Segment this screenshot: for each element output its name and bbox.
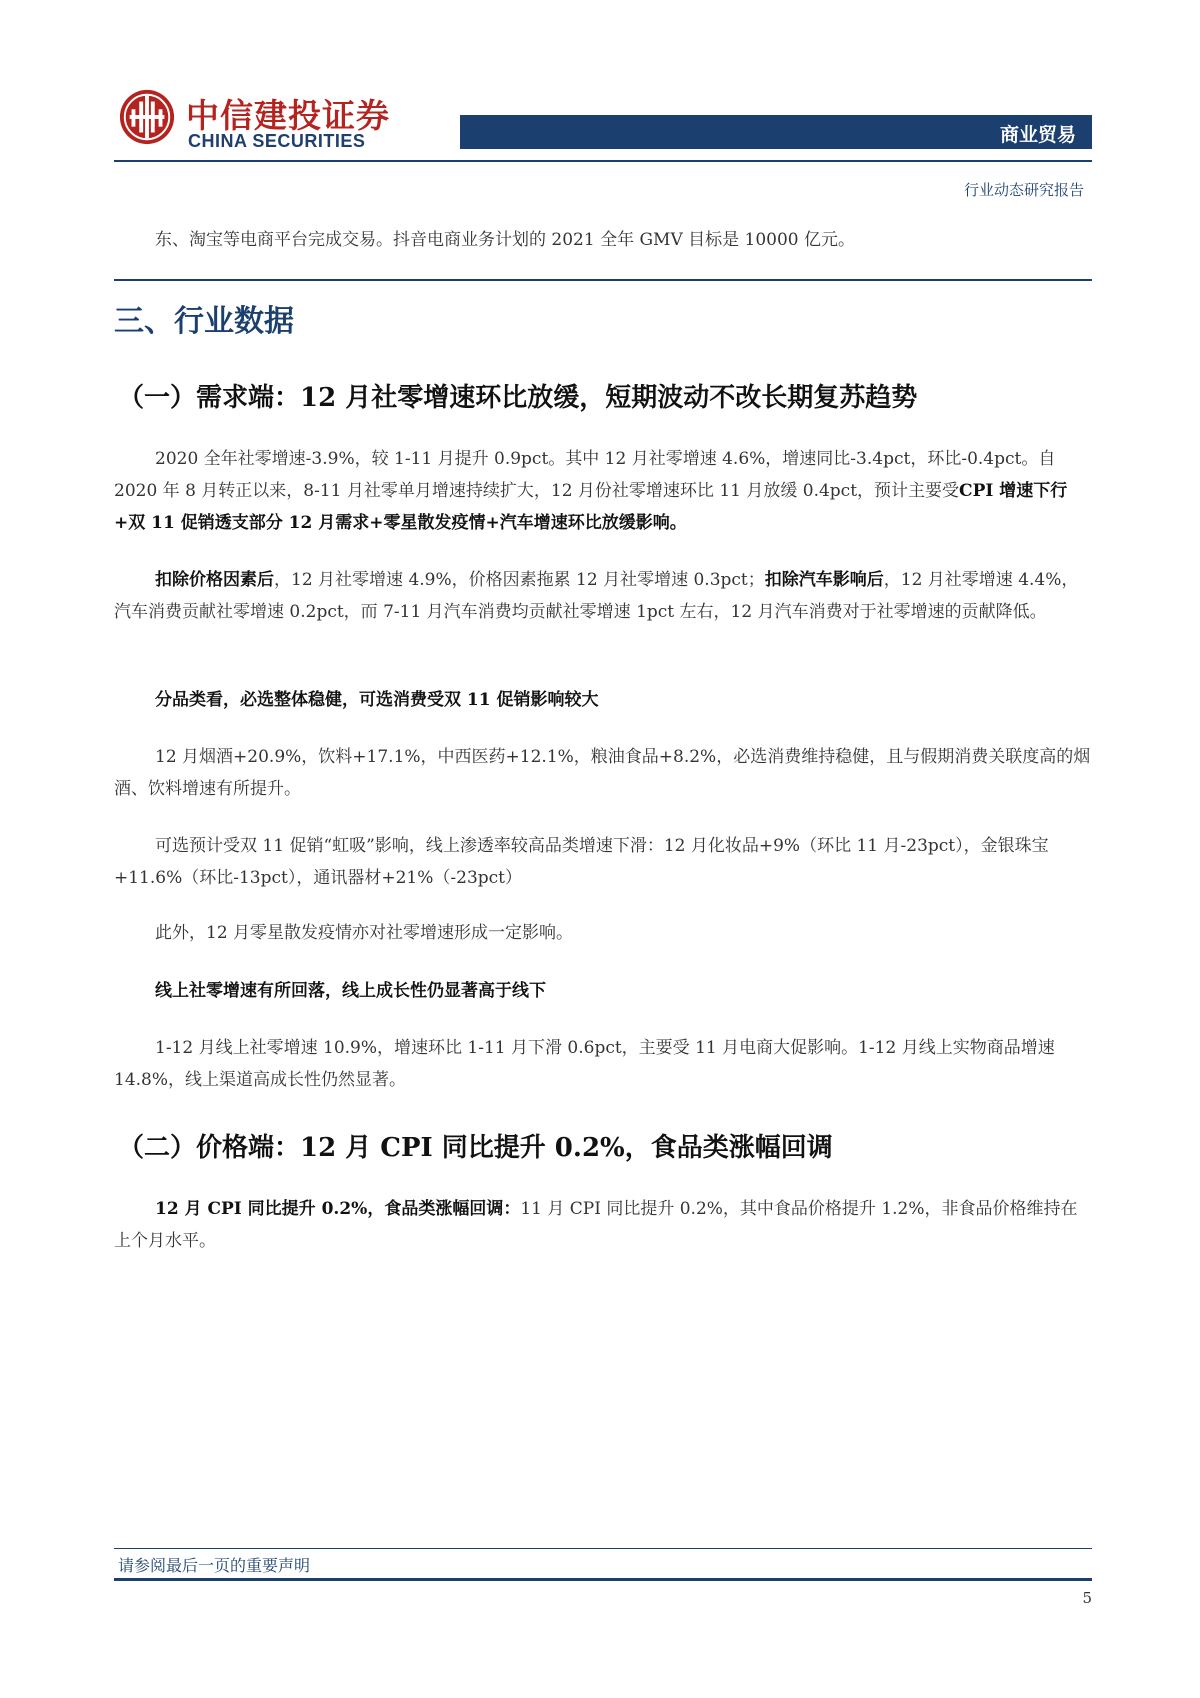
subsection-title-demand: （一）需求端：12 月社零增速环比放缓，短期波动不改长期复苏趋势: [118, 383, 918, 413]
price-adjusted-text: ，12 月社零增速 4.9%，价格因素拖累 12 月社零增速 0.3pct；: [274, 570, 765, 590]
report-type: 行业动态研究报告: [963, 181, 1084, 199]
section-title: 三、行业数据: [114, 304, 294, 339]
brand-name-chinese: 中信建投证券: [186, 96, 390, 135]
auto-adjusted-text: ，12 月社零增速 4.4%，汽车消费贡献社零增速 0.2pct，而 7-11 月汽车消费均贡献社零增速 1pct 左右，12 月汽车消费对于社零增速的贡献降低。: [114, 570, 1079, 622]
header-divider: [114, 160, 1092, 162]
section-divider: [114, 279, 1092, 281]
heading-online: [114, 975, 1092, 1007]
intro-text: 东、淘宝等电商平台完成交易。抖音电商业务计划的 2021 全年 GMV 目标是 10000 亿元。: [155, 230, 856, 250]
footer-disclaimer-note: 请参阅最后一页的重要声明: [118, 1556, 311, 1575]
subsection-title-price: （二）价格端：12 月 CPI 同比提升 0.2%，食品类涨幅回调: [118, 1133, 833, 1163]
cpi-bold: 12 月 CPI 同比提升 0.2%，食品类涨幅回调：: [155, 1199, 521, 1219]
footer-divider-top: [114, 1548, 1092, 1549]
auto-adjusted-bold: 扣除汽车影响后: [764, 570, 884, 590]
sector-banner: [460, 115, 1092, 149]
cpi-text: 11 月 CPI 同比提升 0.2%，其中食品价格提升 1.2%，非食品价格维持在上个月水平。: [114, 1199, 1078, 1251]
category-heading-text: 分品类看，必选整体稳健，可选消费受双 11 促销影响较大: [155, 690, 599, 710]
online-heading-text: 线上社零增速有所回落，线上成长性仍显著高于线下: [155, 981, 546, 1001]
discretionary-text: 可选预计受双 11 促销“虹吸”影响，线上渗透率较高品类增速下滑：12 月化妆品+9%（环比 11 月-23pct），金银珠宝+11.6%（环比-13pct），通讯器材+21%（-23pct）: [114, 836, 1049, 888]
intro-paragraph: [114, 224, 1092, 256]
retail-overview-bold: CPI 增速下行+双 11 促销透支部分 12 月需求+零星散发疫情+汽车增速环比放缓影响。: [114, 481, 1068, 533]
footer-divider-bottom: [114, 1578, 1092, 1581]
paragraph-online: [114, 1032, 1092, 1096]
paragraph-price-auto-adjusted: [114, 564, 1092, 628]
paragraph-cpi: [114, 1193, 1092, 1257]
china-securities-logo-icon: [118, 88, 176, 146]
paragraph-epidemic: [114, 917, 1092, 949]
price-adjusted-bold: 扣除价格因素后: [155, 570, 274, 590]
heading-category: [114, 684, 1092, 716]
paragraph-staples: [114, 741, 1092, 805]
online-text: 1-12 月线上社零增速 10.9%，增速环比 1-11 月下滑 0.6pct，主要受 11 月电商大促影响。1-12 月线上实物商品增速 14.8%，线上渠道高成长性仍然显著。: [114, 1038, 1055, 1090]
paragraph-retail-overview: [114, 443, 1092, 539]
sector-label: 商业贸易: [999, 124, 1076, 146]
paragraph-discretionary: [114, 830, 1092, 894]
retail-overview-text: 2020 全年社零增速-3.9%，较 1-11 月提升 0.9pct。其中 12 月社零增速 4.6%，增速同比-3.4pct，环比-0.4pct。自 2020 年 8 月转正以来，8-11 月社零单月增速持续扩大，12 月份社零增速环比 11 月放缓 0.4pct，预计主要受: [114, 449, 1056, 501]
brand-name-english: CHINA SECURITIES: [188, 131, 366, 151]
staples-text: 12 月烟酒+20.9%，饮料+17.1%，中西医药+12.1%，粮油食品+8.2%，必选消费维持稳健，且与假期消费关联度高的烟酒、饮料增速有所提升。: [114, 747, 1091, 799]
page-number: 5: [1082, 1589, 1092, 1607]
epidemic-text: 此外，12 月零星散发疫情亦对社零增速形成一定影响。: [155, 923, 574, 943]
